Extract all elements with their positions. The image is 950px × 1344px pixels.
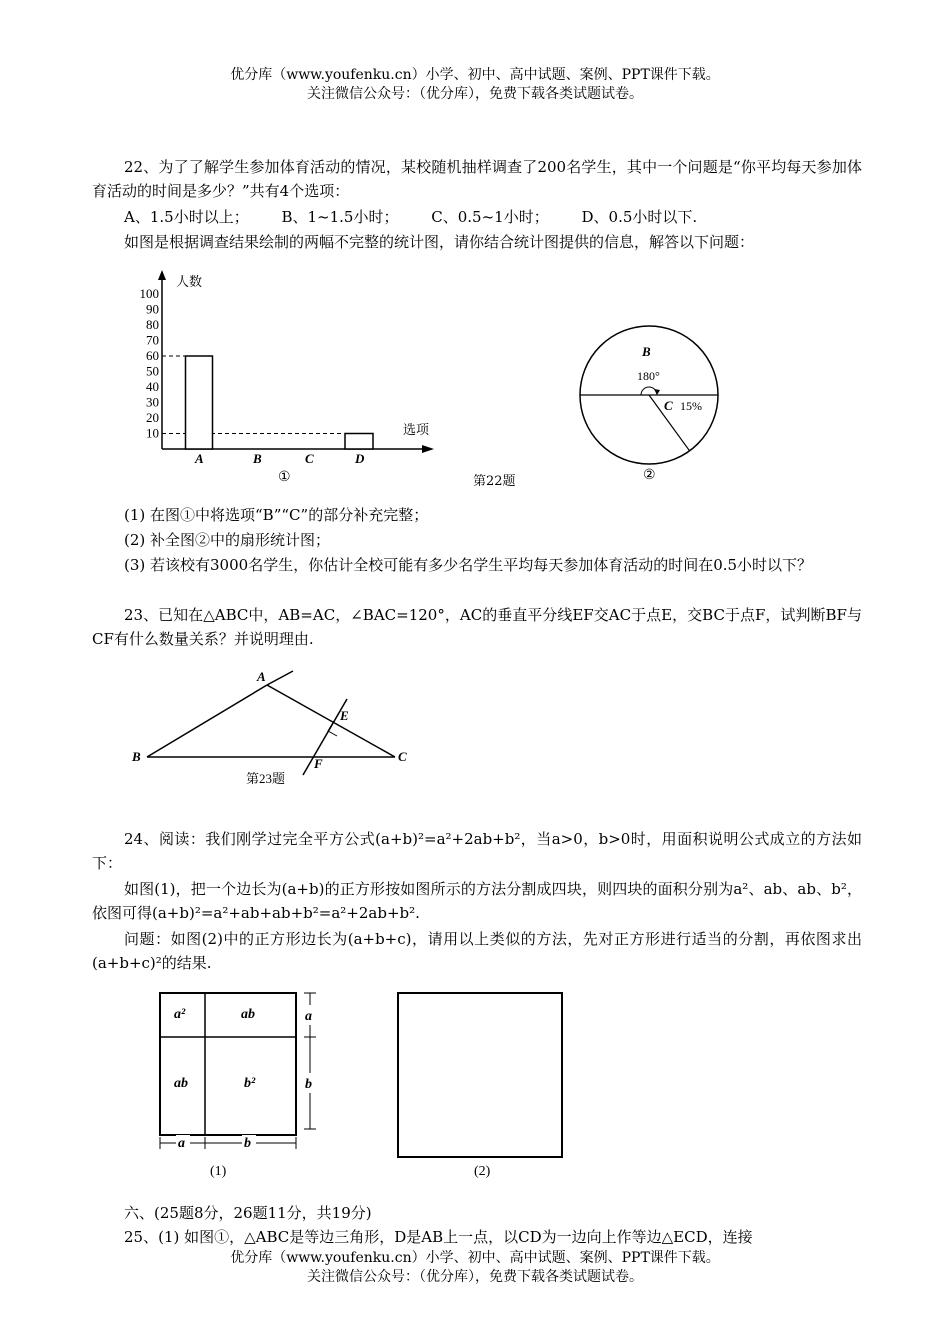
y-tick-label: 70 xyxy=(146,332,159,348)
pie-label-15: 15% xyxy=(680,399,702,413)
header-line-1: 优分库（www.youfenku.cn）小学、初中、高中试题、案例、PPT课件下载。 xyxy=(230,67,720,83)
section-6-heading: 六、(25题8分，26题11分，共19分) xyxy=(124,1204,372,1222)
fig2-mark: ② xyxy=(643,468,656,483)
pie-label-b: B xyxy=(642,344,651,359)
dim-label-a-bottom: a xyxy=(178,1136,185,1151)
q22-options xyxy=(124,205,894,229)
q23-caption: 第23题 xyxy=(246,771,286,786)
y-tick-label: 60 xyxy=(146,348,159,363)
y-tick-label: 30 xyxy=(146,394,159,410)
q24-para2: 问题：如图(2)中的正方形边长为(a+b+c)，请用以上类似的方法，先对正方形进行适当的分割，再依图求出(a+b+c)²的结果. xyxy=(92,930,862,972)
page-header xyxy=(0,66,950,104)
pie-chart xyxy=(570,292,730,492)
y-tick-label: 50 xyxy=(146,363,159,379)
y-tick-label: 10 xyxy=(146,425,159,441)
footer-line-1: 优分库（www.youfenku.cn）小学、初中、高中试题、案例、PPT课件下载。 xyxy=(230,1250,720,1266)
bar-a xyxy=(186,356,213,449)
bar-chart xyxy=(128,268,448,488)
label-e: E xyxy=(340,708,349,723)
y-tick-label: 80 xyxy=(146,317,159,332)
q24-para1: 如图(1)，把一个边长为(a+b)的正方形按如图所示的方法分割成四块，则四块的面积分别为a²、ab、ab、b²，依图可得(a+b)²=a²+ab+ab+b²=a²+2ab+b². xyxy=(92,880,862,922)
q22-option-b: B、1~1.5小时； xyxy=(281,208,399,226)
x-axis-arrow xyxy=(422,445,434,453)
cell-ab-top: ab xyxy=(241,1007,255,1022)
q24-figure-2 xyxy=(390,985,580,1185)
category-label-c: C xyxy=(305,451,314,466)
fig2-caption: (2) xyxy=(474,1164,491,1179)
x-axis-label: 选项 xyxy=(403,422,430,437)
footer-line-2: 关注微信公众号：（优分库），免费下载各类试题试卷。 xyxy=(307,1269,643,1285)
ab-extension xyxy=(267,671,293,685)
header-line-2: 关注微信公众号：（优分库），免费下载各类试题试卷。 xyxy=(307,86,643,102)
bar-d xyxy=(345,434,373,450)
q22-intro: 如图是根据调查结果绘制的两幅不完整的统计图，请你结合统计图提供的信息，解答以下问题： xyxy=(124,233,755,251)
pie-label-c: C xyxy=(664,398,673,413)
category-label-d: D xyxy=(355,451,365,466)
dim-label-a-right: a xyxy=(305,1009,312,1024)
empty-square xyxy=(398,993,562,1157)
angle-arc-arrow xyxy=(654,389,660,395)
side-ab xyxy=(147,685,267,757)
side-ac xyxy=(267,685,395,757)
y-ticks xyxy=(140,286,160,441)
dim-label-b-bottom: b xyxy=(244,1136,251,1151)
q24-figure-1 xyxy=(150,985,340,1185)
fig1-mark: ① xyxy=(278,470,291,485)
q22-sub2: (2) 补全图②中的扇形统计图； xyxy=(124,531,331,549)
label-b: B xyxy=(132,749,141,764)
pie-label-180: 180° xyxy=(637,369,660,383)
fig1-caption: (1) xyxy=(210,1164,227,1179)
y-tick-label: 100 xyxy=(139,286,159,301)
q22-stem: 22、为了了解学生参加体育活动的情况，某校随机抽样调查了200名学生，其中一个问题是“你平均每天参加体育活动的时间是多少？”共有4个选项： xyxy=(92,158,862,200)
q22-caption: 第22题 xyxy=(473,474,516,489)
q23-triangle-figure xyxy=(128,665,428,790)
q22-option-d: D、0.5小时以下. xyxy=(581,208,698,226)
q22-sub3: (3) 若该校有3000名学生，你估计全校可能有多少名学生平均每天参加体育活动的时间在0.5小时以下？ xyxy=(124,556,813,574)
label-f: F xyxy=(314,756,323,771)
cell-a2: a² xyxy=(174,1007,186,1022)
y-tick-label: 40 xyxy=(146,379,159,394)
label-c: C xyxy=(398,749,407,764)
cell-ab-left: ab xyxy=(174,1076,188,1091)
y-axis-arrow xyxy=(158,270,166,280)
label-a: A xyxy=(257,669,266,684)
q23-stem: 23、已知在△ABC中，AB=AC，∠BAC=120°，AC的垂直平分线EF交AC于点E，交BC于点F，试判断BF与CF有什么数量关系？并说明理由. xyxy=(92,606,862,648)
category-label-b: B xyxy=(253,451,262,466)
page-footer xyxy=(0,1249,950,1287)
y-tick-label: 90 xyxy=(146,301,159,317)
q25-stem: 25、(1) 如图①，△ABC是等边三角形，D是AB上一点，以CD为一边向上作等边△ECD，连接 xyxy=(124,1228,753,1246)
category-labels xyxy=(194,451,365,466)
q22-option-a: A、1.5小时以上； xyxy=(124,208,249,226)
angle-arc xyxy=(641,387,657,395)
y-tick-label: 20 xyxy=(146,410,159,425)
q22-option-c: C、0.5~1小时； xyxy=(431,208,549,226)
bars xyxy=(186,356,374,449)
q24-stem: 24、阅读：我们刚学过完全平方公式(a+b)²=a²+2ab+b²，当a>0，b>0时，用面积说明公式成立的方法如下： xyxy=(92,830,862,872)
y-axis-label: 人数 xyxy=(176,274,203,289)
cell-b2: b² xyxy=(244,1076,256,1091)
dim-label-b-right: b xyxy=(305,1077,312,1092)
q22-sub1: (1) 在图①中将选项“B”“C”的部分补充完整； xyxy=(124,506,429,524)
category-label-a: A xyxy=(195,451,204,466)
